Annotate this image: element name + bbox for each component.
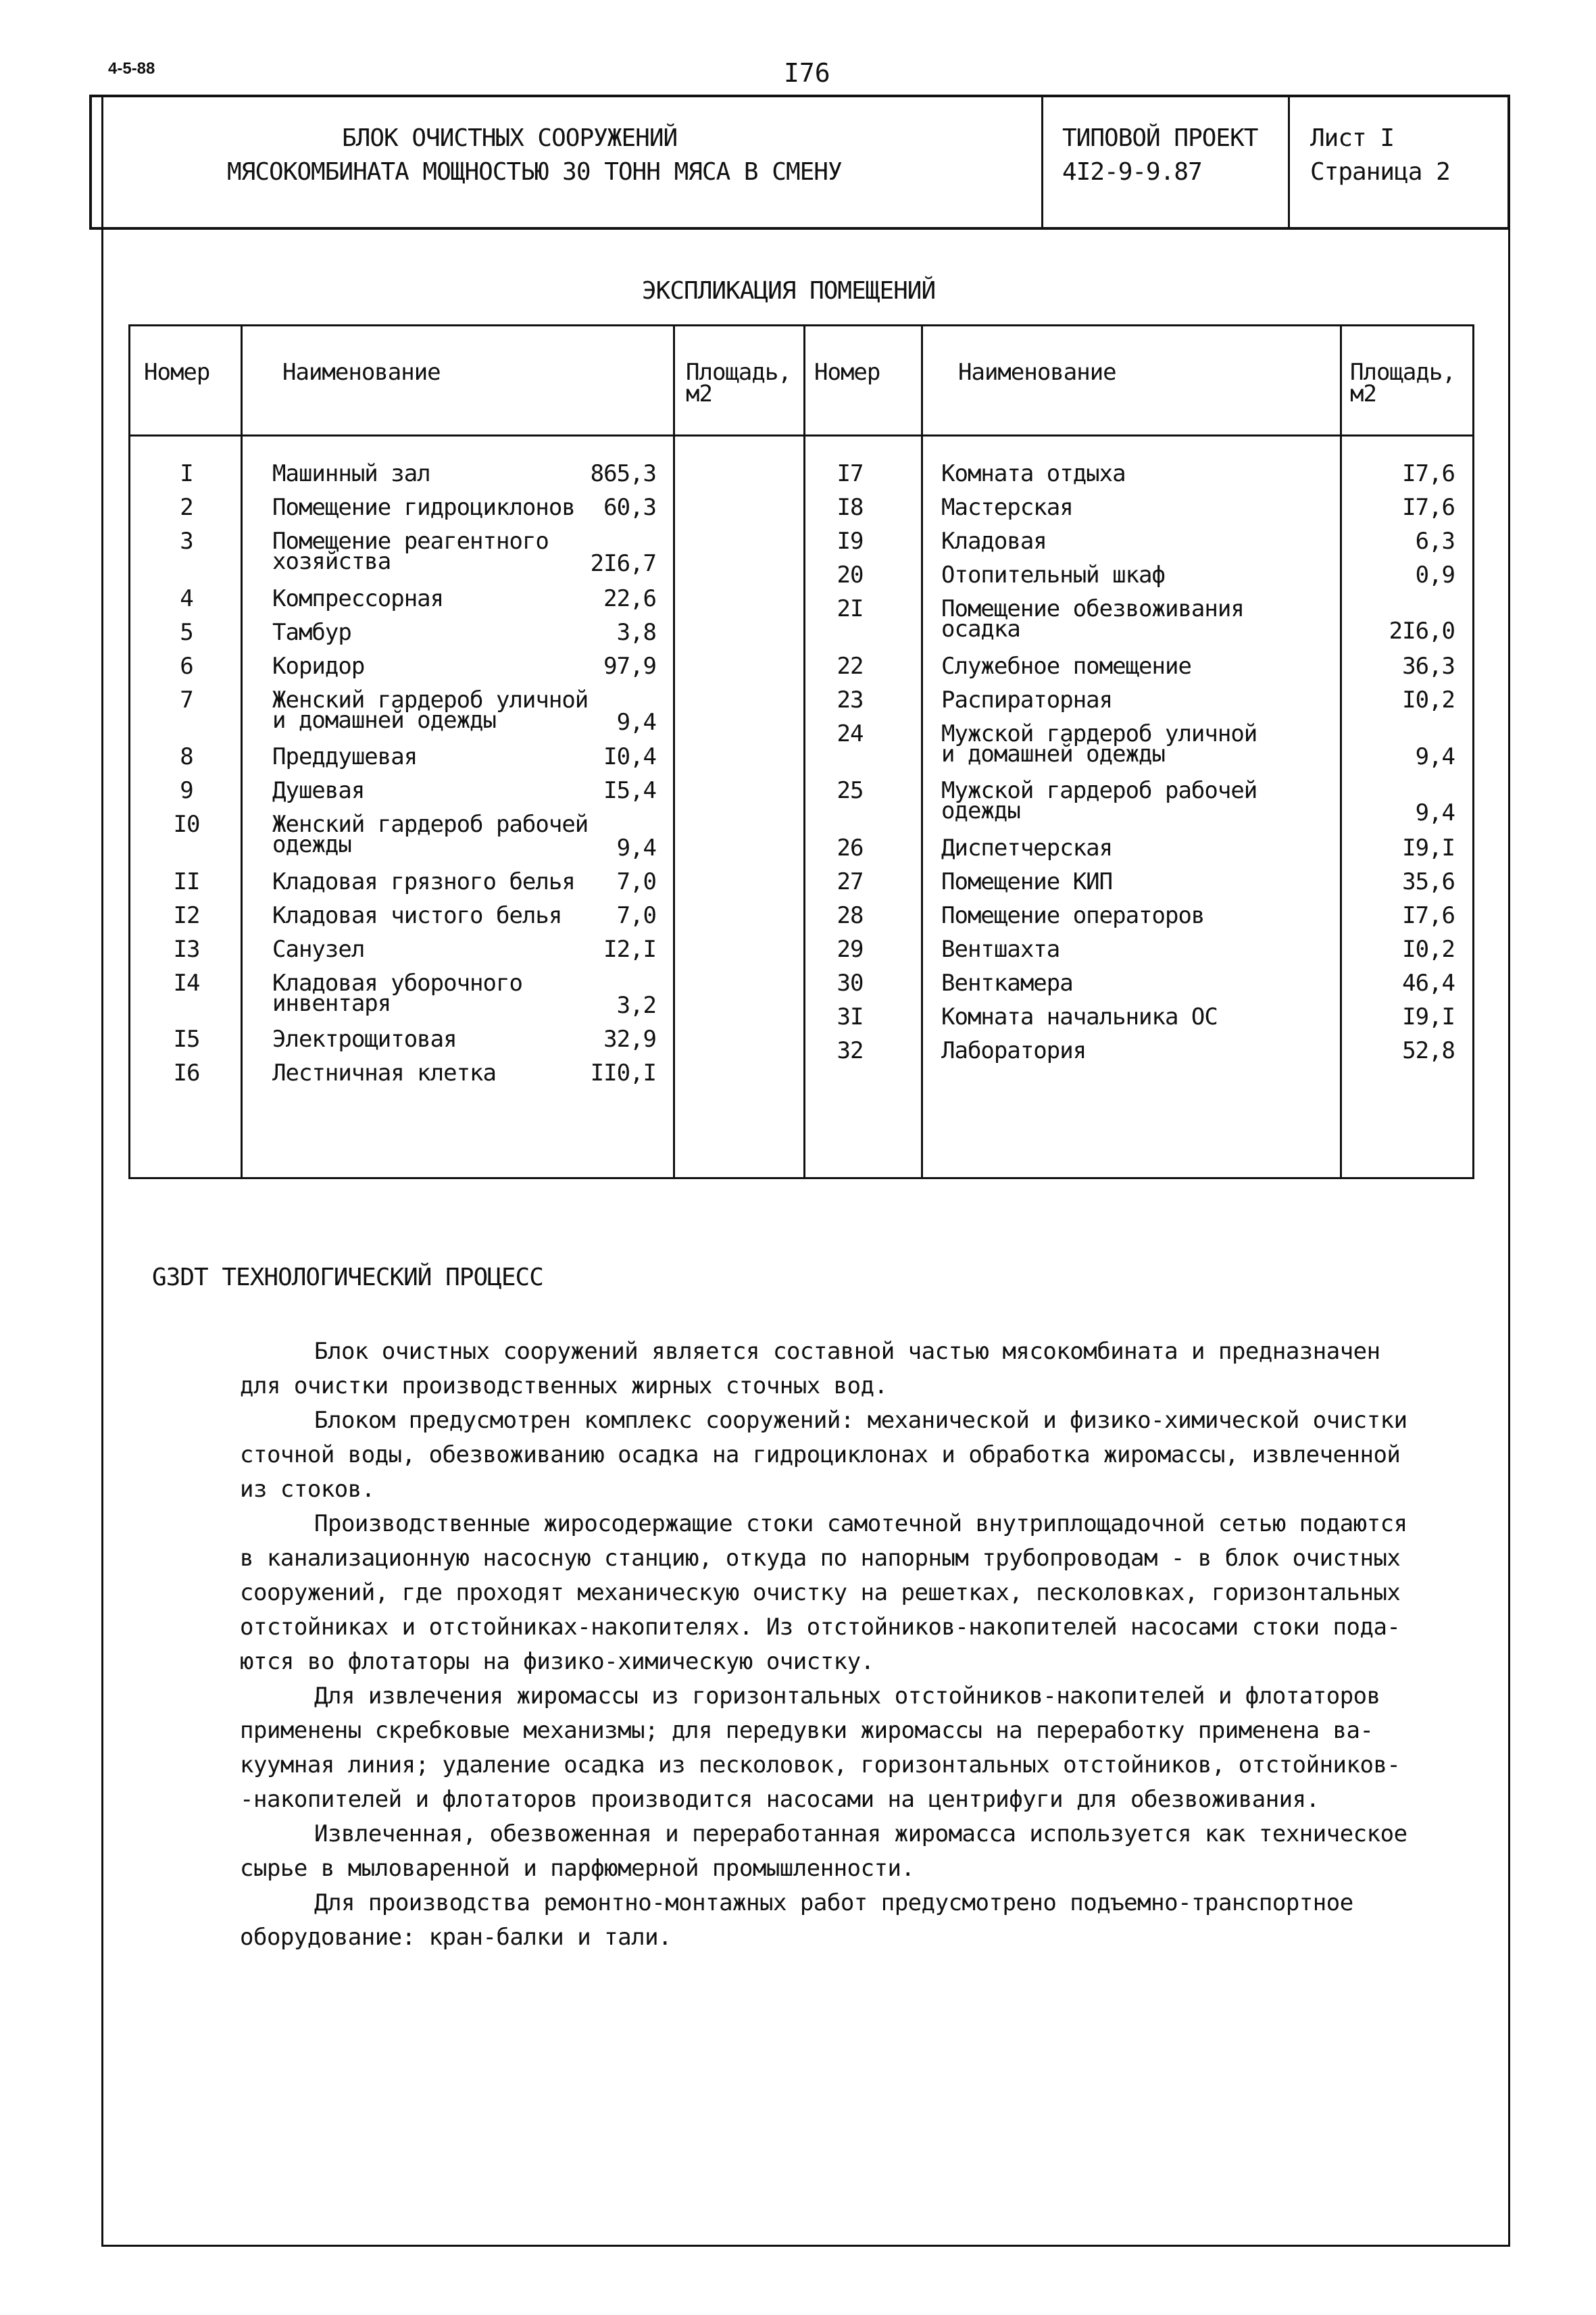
room-number: I2 (173, 902, 200, 929)
room-name: Лаборатория (941, 1037, 1087, 1064)
room-area: I5,4 (603, 777, 656, 804)
room-name: Помещение обезвоживания осадка (941, 595, 1244, 643)
room-area: I7,6 (1402, 460, 1455, 487)
explication-table (128, 324, 1474, 1179)
room-area: I0,2 (1402, 936, 1455, 963)
text-line: отстойниках и отстойниках-накопителях. Из отстойников-накопителей насосами стоки пода- (240, 1614, 1401, 1641)
room-number: 29 (837, 936, 864, 963)
room-number: I9 (837, 528, 864, 555)
room-area: 60,3 (603, 494, 656, 521)
room-name: Кладовая чистого белья (272, 902, 562, 929)
room-area: 9,4 (1415, 799, 1455, 826)
header-area-unit: м2 (1350, 380, 1376, 407)
room-area: I0,2 (1402, 687, 1455, 714)
room-number: 28 (837, 902, 864, 929)
room-area: 9,4 (1415, 743, 1455, 770)
room-area: I9,I (1402, 1003, 1455, 1030)
room-number: 30 (837, 970, 864, 997)
header-number: Номер (814, 359, 880, 386)
room-name: Коридор (272, 653, 365, 680)
room-number: I6 (173, 1060, 200, 1087)
paragraph (240, 1335, 1476, 1955)
room-number: 8 (180, 743, 193, 770)
room-name: Комната отдыха (941, 460, 1126, 487)
room-name: Мастерская (941, 494, 1073, 521)
room-number: 9 (180, 777, 193, 804)
header-name: Наименование (282, 359, 441, 386)
room-number: 24 (837, 720, 864, 747)
section-heading: G3DT ТЕХНОЛОГИЧЕСКИЙ ПРОЦЕСС (152, 1264, 543, 1291)
room-name: Помещение КИП (941, 868, 1113, 895)
room-number: I (180, 460, 193, 487)
room-area: 32,9 (603, 1026, 656, 1053)
room-number: 25 (837, 777, 864, 804)
header-area: Площадь, (1350, 359, 1455, 386)
room-area: 0,9 (1415, 562, 1455, 589)
room-number: 26 (837, 835, 864, 862)
text-line: Извлеченная, обезвоженная и переработанная жиромасса используется как техническое (314, 1820, 1407, 1847)
room-number: 32 (837, 1037, 864, 1064)
title-block-sheet (1290, 97, 1507, 227)
column-divider (803, 326, 805, 1177)
sheet-number: Лист I (1310, 124, 1395, 152)
title-block-name (92, 97, 1043, 227)
text-line: Блок очистных сооружений является составной частью мясокомбината и предназначен (314, 1338, 1380, 1365)
room-name: Лестничная клетка (272, 1060, 496, 1087)
room-area: 97,9 (603, 653, 656, 680)
room-area: 22,6 (603, 585, 656, 612)
room-number: I4 (173, 970, 200, 997)
room-name: Диспетчерская (941, 835, 1113, 862)
room-name: Кладовая (941, 528, 1047, 555)
room-name: Кладовая уборочного инвентаря (272, 970, 522, 1017)
room-name: Венткамера (941, 970, 1073, 997)
room-area: I7,6 (1402, 494, 1455, 521)
header-area-unit: м2 (686, 380, 712, 407)
room-number: 22 (837, 653, 864, 680)
project-label: ТИПОВОЙ ПРОЕКТ (1062, 124, 1258, 152)
text-line: Для извлечения жиромассы из горизонтальных отстойников-накопителей и флотаторов (314, 1683, 1380, 1710)
header-area: Площадь, (686, 359, 791, 386)
text-line: -накопителей и флотаторов производится насосами на центрифуги для обезвоживания. (240, 1786, 1320, 1813)
room-area: I7,6 (1402, 902, 1455, 929)
header-divider (130, 434, 1472, 437)
text-line: Блоком предусмотрен комплекс сооружений: механической и физико-химической очистки (314, 1407, 1407, 1434)
room-name: Женский гардероб уличной и домашней одежды (272, 687, 589, 734)
room-name: Комната начальника ОС (941, 1003, 1218, 1030)
room-number: 27 (837, 868, 864, 895)
column-divider (241, 326, 243, 1177)
room-number: 4 (180, 585, 193, 612)
text-line: для очистки производственных жирных сточных вод. (240, 1372, 888, 1399)
room-area: I2,I (603, 936, 656, 963)
room-number: 3I (837, 1003, 864, 1030)
room-number: 2 (180, 494, 193, 521)
room-name: Служебное помещение (941, 653, 1191, 680)
room-number: 7 (180, 687, 193, 714)
room-area: 36,3 (1402, 653, 1455, 680)
room-area: 7,0 (616, 868, 656, 895)
room-name: Помещение гидроциклонов (272, 494, 575, 521)
room-number: 5 (180, 619, 193, 646)
explication-title: ЭКСПЛИКАЦИЯ ПОМЕЩЕНИЙ (642, 277, 936, 305)
room-name: Вентшахта (941, 936, 1060, 963)
room-name: Машинный зал (272, 460, 430, 487)
room-number: 2I (837, 595, 864, 622)
room-area: 52,8 (1402, 1037, 1455, 1064)
room-name: Женский гардероб рабочей одежды (272, 811, 589, 858)
room-area: 6,3 (1415, 528, 1455, 555)
room-name: Отопительный шкаф (941, 562, 1165, 589)
room-number: 20 (837, 562, 864, 589)
room-area: 2I6,7 (590, 550, 656, 577)
room-name: Тамбур (272, 619, 351, 646)
column-divider (921, 326, 923, 1177)
text-line: куумная линия; удаление осадка из песколовок, горизонтальных отстойников, отстойников- (240, 1751, 1401, 1778)
project-number: 4I2-9-9.87 (1062, 158, 1202, 186)
room-area: 3,2 (616, 992, 656, 1019)
room-number: 6 (180, 653, 193, 680)
room-name: Помещение операторов (941, 902, 1205, 929)
room-name: Кладовая грязного белья (272, 868, 575, 895)
room-area: I9,I (1402, 835, 1455, 862)
title-line-1: БЛОК ОЧИСТНЫХ СООРУЖЕНИЙ (342, 124, 678, 152)
room-number: I3 (173, 936, 200, 963)
room-name: Санузел (272, 936, 365, 963)
text-line: ются во флотаторы на физико-химическую очистку. (240, 1648, 874, 1675)
room-name: Мужской гардероб уличной и домашней одежды (941, 720, 1257, 768)
text-line: оборудование: кран-балки и тали. (240, 1924, 672, 1951)
room-name: Мужской гардероб рабочей одежды (941, 777, 1257, 824)
text-line: сооружений, где проходят механическую очистку на решетках, песколовках, горизонтальных (240, 1579, 1401, 1606)
room-number: I7 (837, 460, 864, 487)
room-number: II (173, 868, 200, 895)
text-line: сырье в мыловаренной и парфюмерной промышленности. (240, 1855, 915, 1882)
room-name: Преддушевая (272, 743, 418, 770)
document-code: 4-5-88 (108, 59, 155, 78)
title-line-2: МЯСОКОМБИНАТА МОЩНОСТЬЮ 30 ТОНН МЯСА В СМЕНУ (227, 158, 842, 186)
text-line: в канализационную насосную станцию, откуда по напорным трубопроводам - в блок очистных (240, 1545, 1401, 1572)
room-number: I8 (837, 494, 864, 521)
text-line: сточной воды, обезвоживанию осадка на гидроциклонах и обработка жиромассы, извлеченной (240, 1441, 1401, 1468)
text-line: применены скребковые механизмы; для передувки жиромассы на переработку применена ва- (240, 1717, 1374, 1744)
room-name: Душевая (272, 777, 365, 804)
room-area: 2I6,0 (1389, 618, 1455, 645)
page-number: I76 (784, 58, 830, 88)
room-name: Распираторная (941, 687, 1113, 714)
column-divider (673, 326, 675, 1177)
room-number: I5 (173, 1026, 200, 1053)
room-number: 23 (837, 687, 864, 714)
room-area: 3,8 (616, 619, 656, 646)
page-label: Страница 2 (1310, 158, 1450, 186)
text-line: из стоков. (240, 1476, 375, 1503)
room-area: I0,4 (603, 743, 656, 770)
room-area: II0,I (590, 1060, 656, 1087)
header-name: Наименование (958, 359, 1116, 386)
room-name: Электрощитовая (272, 1026, 457, 1053)
title-block-project (1043, 97, 1290, 227)
text-line: Производственные жиросодержащие стоки самотечной внутриплощадочной сетью подаются (314, 1510, 1407, 1537)
room-name: Компрессорная (272, 585, 444, 612)
title-block (89, 95, 1510, 230)
text-line: Для производства ремонтно-монтажных работ предусмотрено подъемно-транспортное (314, 1889, 1353, 1916)
room-name: Помещение реагентного хозяйства (272, 528, 549, 575)
room-area: 7,0 (616, 902, 656, 929)
room-area: 865,3 (590, 460, 656, 487)
room-area: 9,4 (616, 709, 656, 736)
header-number: Номер (144, 359, 210, 386)
room-area: 35,6 (1402, 868, 1455, 895)
room-area: 9,4 (616, 835, 656, 862)
room-number: I0 (173, 811, 200, 838)
room-number: 3 (180, 528, 193, 555)
room-area: 46,4 (1402, 970, 1455, 997)
